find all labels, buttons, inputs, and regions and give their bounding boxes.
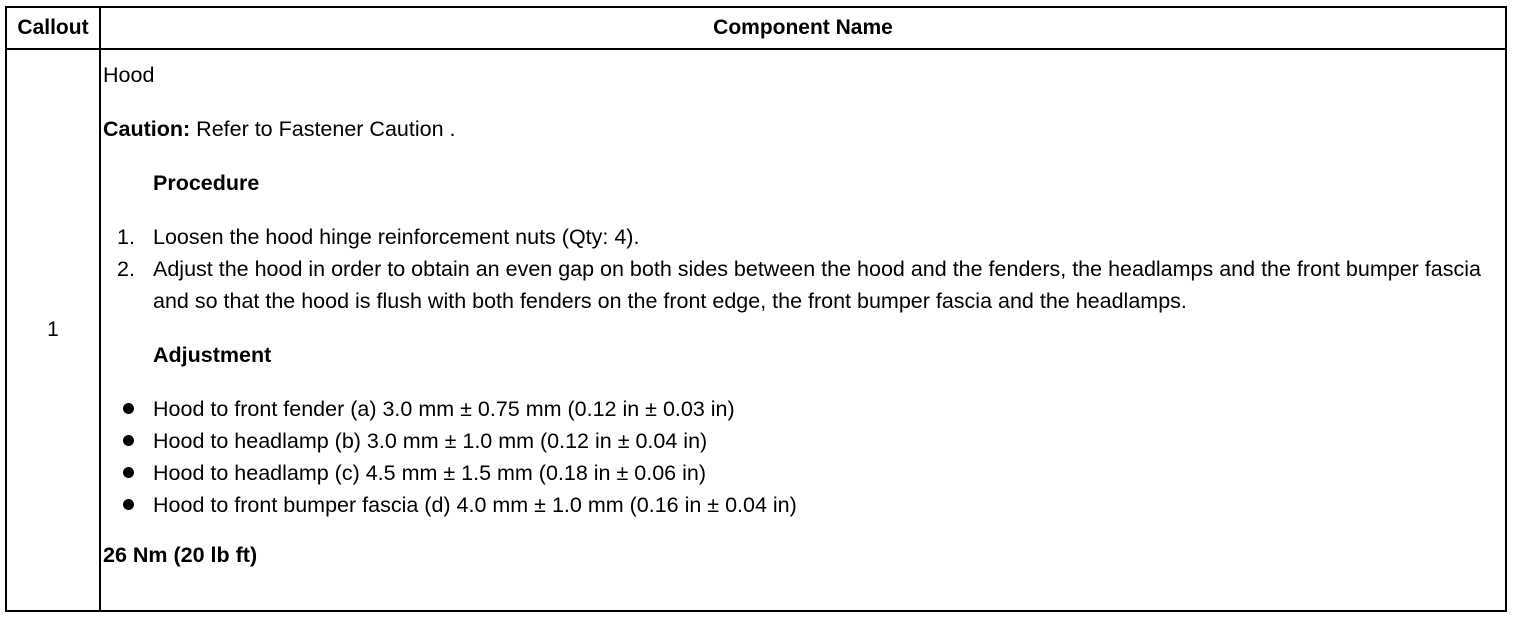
adjustment-text: Hood to front bumper fascia (d) 4.0 mm ± 1.0 mm (0.16 in ± 0.04 in): [153, 493, 797, 517]
list-item: [103, 425, 1505, 457]
component-details: [100, 49, 1506, 611]
bullet-icon: [123, 467, 134, 478]
list-item: [103, 221, 1505, 253]
caution-text: Refer to Fastener Caution .: [190, 117, 456, 141]
component-title: Hood: [103, 63, 155, 87]
torque-spec: 26 Nm (20 lb ft): [103, 543, 258, 567]
procedure-steps: [103, 221, 1505, 317]
step-number: 2.: [117, 257, 135, 281]
header-callout: Callout: [6, 7, 100, 49]
step-text: Loosen the hood hinge reinforcement nuts (Qty: 4).: [153, 225, 640, 249]
procedure-heading: Procedure: [153, 171, 260, 195]
component-table: [5, 6, 1507, 612]
adjustment-text: Hood to headlamp (c) 4.5 mm ± 1.5 mm (0.18 in ± 0.06 in): [153, 461, 706, 485]
step-text: Adjust the hood in order to obtain an even gap on both sides between the hood and the fenders, the headlamps and the front bumper fascia and so that the hood is flush with both fenders on the front edge, the front bumper fascia and the headlamps.: [153, 257, 1481, 313]
step-number: 1.: [117, 225, 135, 249]
bullet-icon: [123, 435, 134, 446]
table-row: [6, 49, 1506, 611]
adjustment-heading: Adjustment: [153, 343, 272, 367]
caution-note: [103, 113, 1505, 145]
adjustment-text: Hood to headlamp (b) 3.0 mm ± 1.0 mm (0.12 in ± 0.04 in): [153, 429, 708, 453]
header-component-name: Component Name: [100, 7, 1506, 49]
callout-number: 1: [6, 49, 100, 611]
table-header-row: [6, 7, 1506, 49]
adjustment-text: Hood to front fender (a) 3.0 mm ± 0.75 mm (0.12 in ± 0.03 in): [153, 397, 735, 421]
adjustment-list: [103, 393, 1505, 521]
list-item: [103, 393, 1505, 425]
list-item: [103, 253, 1505, 317]
list-item: [103, 489, 1505, 521]
caution-label: Caution:: [103, 117, 191, 141]
bullet-icon: [123, 403, 134, 414]
list-item: [103, 457, 1505, 489]
bullet-icon: [123, 499, 134, 510]
